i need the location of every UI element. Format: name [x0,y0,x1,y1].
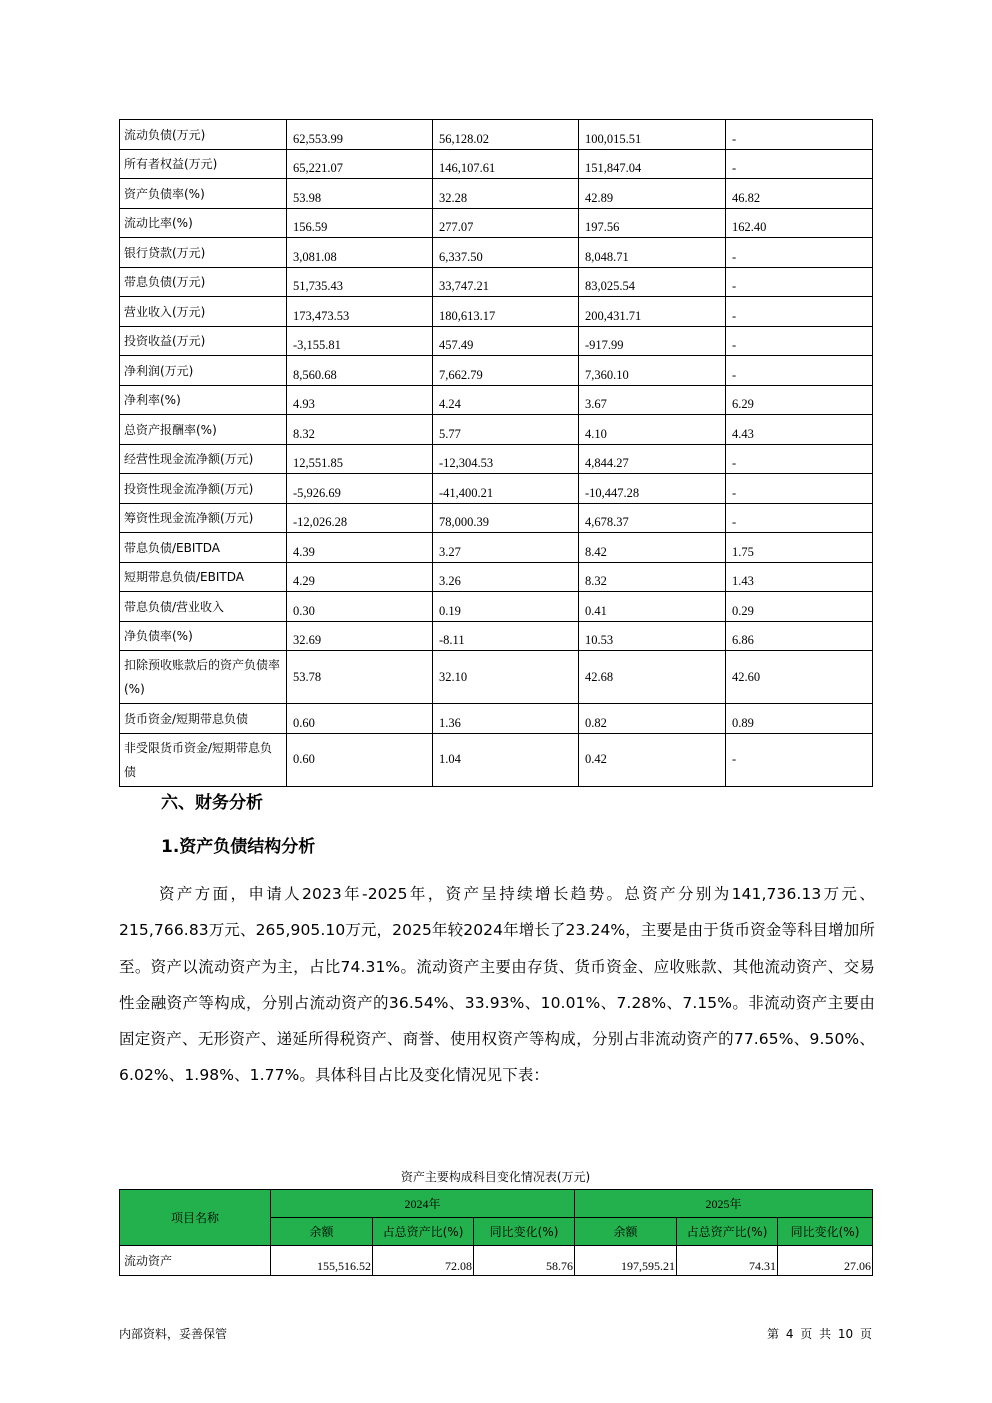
metric-value: -12,026.28 [287,503,433,533]
section-heading: 六、财务分析 [161,793,263,813]
metric-value: 8.42 [579,533,726,563]
metric-value: 146,107.61 [433,149,579,179]
metric-value: 12,551.85 [287,444,433,474]
metrics-table-body [120,120,873,787]
table-row [120,356,873,386]
metric-label: 带息负债/营业收入 [120,592,287,622]
sub-header: 占总资产比(%) [373,1218,474,1246]
table-row [120,149,873,179]
metric-label: 总资产报酬率(%) [120,415,287,445]
metric-value: 3.67 [579,385,726,415]
metric-value: 0.60 [287,733,433,786]
metric-value: 200,431.71 [579,297,726,327]
metric-label: 净利率(%) [120,385,287,415]
metric-value: 10.53 [579,621,726,651]
metric-value: 4.39 [287,533,433,563]
metric-value: 3,081.08 [287,238,433,268]
metric-value: 151,847.04 [579,149,726,179]
metric-value: 46.82 [726,179,873,209]
table-row [120,533,873,563]
metric-value: - [726,444,873,474]
metric-label: 流动负债(万元) [120,120,287,150]
metric-value: 7,360.10 [579,356,726,386]
asset-value: 27.06 [778,1246,873,1276]
sub-header: 同比变化(%) [778,1218,873,1246]
asset-value: 72.08 [373,1246,474,1276]
metric-value: 51,735.43 [287,267,433,297]
table-row [120,267,873,297]
metric-value: 4,844.27 [579,444,726,474]
metric-value: -3,155.81 [287,326,433,356]
metric-value: 56,128.02 [433,120,579,150]
metric-value: 0.60 [287,704,433,734]
metric-value: -917.99 [579,326,726,356]
metric-value: 62,553.99 [287,120,433,150]
metric-value: 4.43 [726,415,873,445]
metric-value: 5.77 [433,415,579,445]
metric-value: 8,560.68 [287,356,433,386]
metric-value: - [726,326,873,356]
metric-value: - [726,733,873,786]
table-row [120,592,873,622]
item-name-header: 项目名称 [120,1190,271,1246]
table-row [120,120,873,150]
metric-label: 带息负债/EBITDA [120,533,287,563]
metric-value: 32.10 [433,651,579,704]
metric-value: 0.30 [287,592,433,622]
metric-value: 277.07 [433,208,579,238]
metric-value: 8.32 [287,415,433,445]
metric-value: 53.98 [287,179,433,209]
table-row [120,444,873,474]
metric-value: 457.49 [433,326,579,356]
metric-label: 所有者权益(万元) [120,149,287,179]
asset-value: 155,516.52 [271,1246,373,1276]
metric-value: 42.60 [726,651,873,704]
metric-value: 4.24 [433,385,579,415]
table-row [120,474,873,504]
table-row [120,503,873,533]
table-row [120,179,873,209]
metric-value: - [726,356,873,386]
metric-label: 银行贷款(万元) [120,238,287,268]
year-2024-header: 2024年 [271,1190,575,1218]
metric-label: 净利润(万元) [120,356,287,386]
table-row [120,733,873,786]
metric-label: 扣除预收账款后的资产负债率(%) [120,651,287,704]
footer-confidential-note: 内部资料，妥善保管 [119,1327,228,1341]
metric-value: 65,221.07 [287,149,433,179]
metric-value: 8,048.71 [579,238,726,268]
metric-value: 3.26 [433,562,579,592]
sub-header: 同比变化(%) [474,1218,575,1246]
metric-value: 8.32 [579,562,726,592]
metric-value: - [726,149,873,179]
metric-value: 83,025.54 [579,267,726,297]
metric-value: 1.43 [726,562,873,592]
table-row [120,208,873,238]
table-header-row-years [120,1190,873,1218]
metric-value: 6,337.50 [433,238,579,268]
metric-label: 经营性现金流净额(万元) [120,444,287,474]
metric-label: 净负债率(%) [120,621,287,651]
metric-label: 短期带息负债/EBITDA [120,562,287,592]
metric-value: 173,473.53 [287,297,433,327]
metric-value: -10,447.28 [579,474,726,504]
metric-value: -8.11 [433,621,579,651]
metric-value: 0.19 [433,592,579,622]
metric-value: -5,926.69 [287,474,433,504]
asset-value: 74.31 [677,1246,778,1276]
table-row [120,238,873,268]
metric-value: 156.59 [287,208,433,238]
metric-value: 42.89 [579,179,726,209]
table-row [120,562,873,592]
table-row [120,415,873,445]
metric-value: 4,678.37 [579,503,726,533]
table-row [120,704,873,734]
asset-value: 58.76 [474,1246,575,1276]
metric-value: - [726,503,873,533]
table-row [120,1246,873,1276]
sub-header: 占总资产比(%) [677,1218,778,1246]
metric-label: 营业收入(万元) [120,297,287,327]
sub-header: 余额 [271,1218,373,1246]
metric-value: - [726,267,873,297]
table-row [120,326,873,356]
metric-value: 1.75 [726,533,873,563]
metric-value: - [726,474,873,504]
sub-header: 余额 [575,1218,677,1246]
metric-label: 筹资性现金流净额(万元) [120,503,287,533]
metric-label: 非受限货币资金/短期带息负债 [120,733,287,786]
metric-value: 197.56 [579,208,726,238]
footer-page-number: 第 4 页 共 10 页 [767,1327,872,1341]
metric-value: -41,400.21 [433,474,579,504]
metric-value: 0.42 [579,733,726,786]
metric-value: 4.93 [287,385,433,415]
table-row [120,651,873,704]
table-row [120,385,873,415]
metric-value: 3.27 [433,533,579,563]
metric-label: 货币资金/短期带息负债 [120,704,287,734]
metric-value: 100,015.51 [579,120,726,150]
metric-label: 投资收益(万元) [120,326,287,356]
metric-value: 0.29 [726,592,873,622]
metric-value: 4.29 [287,562,433,592]
table-caption: 资产主要构成科目变化情况表(万元) [400,1170,591,1184]
metric-value: 78,000.39 [433,503,579,533]
metric-value: - [726,297,873,327]
metric-value: 0.41 [579,592,726,622]
analysis-paragraph: 资产方面，申请人2023年-2025年，资产呈持续增长趋势。总资产分别为141,736.13万元、215,766.83万元、265,905.10万元，2025年较2024年增长了23.24%，主要是由于货币资金等科目增加所至。资产以流动资产为主，占比74.31%。流动资产主要由存货、货币资金、应收账款、其他流动资产、交易性金融资产等构成，分别占流动资产的36.54%、33.93%、10.01%、7.28%、7.15%。非流动资产主要由固定资产、无形资产、递延所得税资产、商誉、使用权资产等构成，分别占非流动资产的77.65%、9.50%、6.02%、1.98%、1.77%。具体科目占比及变化情况见下表： [119,885,875,1085]
metric-value: 42.68 [579,651,726,704]
metric-value: - [726,120,873,150]
metric-value: 6.86 [726,621,873,651]
asset-item-label: 流动资产 [120,1246,271,1276]
metric-value: 0.82 [579,704,726,734]
table-row [120,297,873,327]
metric-label: 资产负债率(%) [120,179,287,209]
metric-value: 33,747.21 [433,267,579,297]
metric-value: -12,304.53 [433,444,579,474]
metric-value: - [726,238,873,268]
metric-label: 投资性现金流净额(万元) [120,474,287,504]
subsection-heading: 1.资产负债结构分析 [161,837,316,857]
year-2025-header: 2025年 [575,1190,873,1218]
metric-value: 7,662.79 [433,356,579,386]
metric-value: 53.78 [287,651,433,704]
metric-value: 6.29 [726,385,873,415]
asset-table-body [120,1190,873,1276]
asset-value: 197,595.21 [575,1246,677,1276]
metric-value: 32.69 [287,621,433,651]
metric-value: 1.04 [433,733,579,786]
metric-label: 带息负债(万元) [120,267,287,297]
table-row [120,621,873,651]
metric-value: 1.36 [433,704,579,734]
asset-composition-table [119,1189,873,1276]
metric-value: 0.89 [726,704,873,734]
metric-value: 162.40 [726,208,873,238]
metric-label: 流动比率(%) [120,208,287,238]
financial-metrics-table [119,119,873,787]
metric-value: 180,613.17 [433,297,579,327]
metric-value: 4.10 [579,415,726,445]
metric-value: 32.28 [433,179,579,209]
